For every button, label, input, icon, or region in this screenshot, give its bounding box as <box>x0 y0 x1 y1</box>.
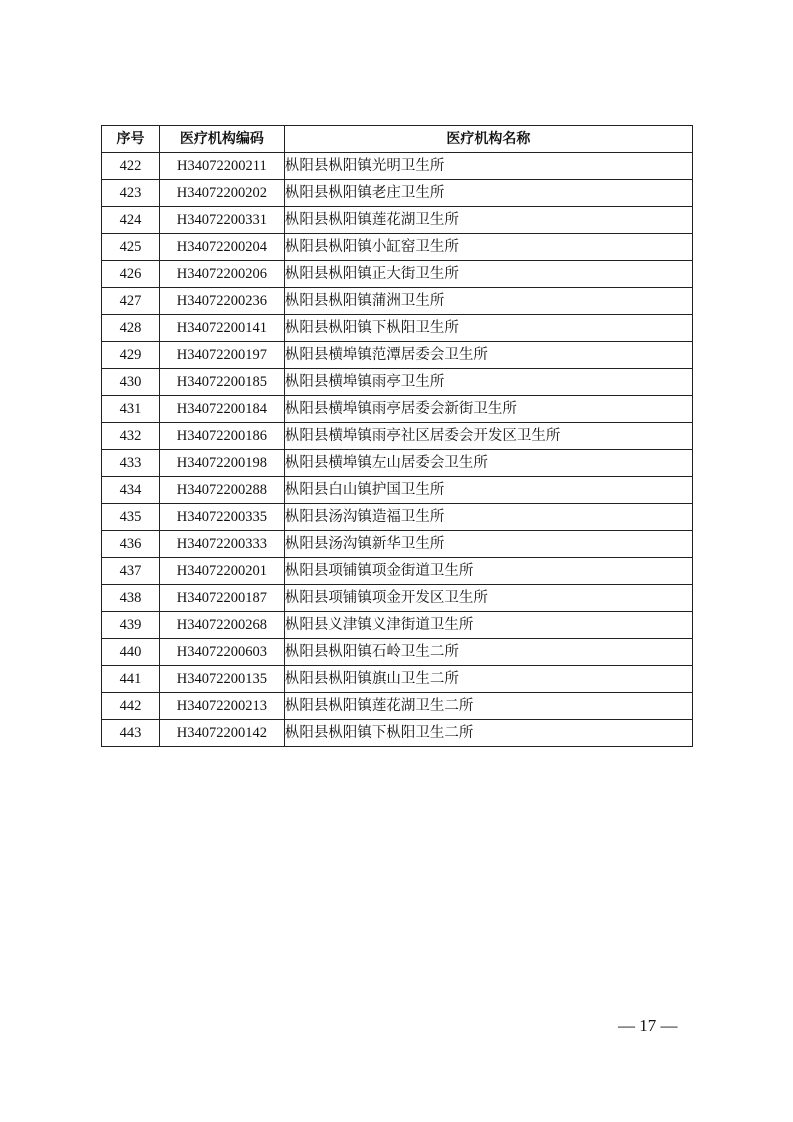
institution-code-cell: H34072200211 <box>159 153 284 180</box>
institution-name-cell: 枞阳县横埠镇左山居委会卫生所 <box>284 450 692 477</box>
institution-name-cell: 枞阳县枞阳镇下枞阳卫生所 <box>284 315 692 342</box>
serial-number-cell: 440 <box>102 639 160 666</box>
table-row <box>102 288 693 315</box>
institution-name-cell: 枞阳县枞阳镇老庄卫生所 <box>284 180 692 207</box>
serial-number-cell: 443 <box>102 720 160 747</box>
institution-name-cell: 枞阳县横埠镇雨亭卫生所 <box>284 369 692 396</box>
serial-number-cell: 428 <box>102 315 160 342</box>
serial-number-cell: 434 <box>102 477 160 504</box>
table-row <box>102 531 693 558</box>
serial-number-cell: 424 <box>102 207 160 234</box>
institution-code-cell: H34072200331 <box>159 207 284 234</box>
serial-number-cell: 430 <box>102 369 160 396</box>
table-row <box>102 720 693 747</box>
institution-code-cell: H34072200184 <box>159 396 284 423</box>
serial-number-cell: 427 <box>102 288 160 315</box>
institution-name-cell: 枞阳县汤沟镇新华卫生所 <box>284 531 692 558</box>
institution-name-cell: 枞阳县枞阳镇莲花湖卫生二所 <box>284 693 692 720</box>
serial-number-cell: 422 <box>102 153 160 180</box>
serial-number-cell: 431 <box>102 396 160 423</box>
serial-number-cell: 439 <box>102 612 160 639</box>
institution-name-cell: 枞阳县横埠镇雨亭居委会新街卫生所 <box>284 396 692 423</box>
institution-name-cell: 枞阳县枞阳镇下枞阳卫生二所 <box>284 720 692 747</box>
institution-name-cell: 枞阳县枞阳镇石岭卫生二所 <box>284 639 692 666</box>
institution-code-cell: H34072200202 <box>159 180 284 207</box>
institution-name-cell: 枞阳县横埠镇雨亭社区居委会开发区卫生所 <box>284 423 692 450</box>
institution-code-cell: H34072200186 <box>159 423 284 450</box>
table-row <box>102 639 693 666</box>
table-row <box>102 693 693 720</box>
table-row <box>102 450 693 477</box>
serial-number-cell: 441 <box>102 666 160 693</box>
institution-name-cell: 枞阳县汤沟镇造福卫生所 <box>284 504 692 531</box>
institution-name-cell: 枞阳县枞阳镇小缸窑卫生所 <box>284 234 692 261</box>
serial-number-cell: 438 <box>102 585 160 612</box>
institution-name-cell: 枞阳县义津镇义津街道卫生所 <box>284 612 692 639</box>
institution-code-cell: H34072200204 <box>159 234 284 261</box>
institution-code-cell: H34072200135 <box>159 666 284 693</box>
institution-name-cell: 枞阳县枞阳镇蒲洲卫生所 <box>284 288 692 315</box>
serial-number-cell: 423 <box>102 180 160 207</box>
institution-code-cell: H34072200187 <box>159 585 284 612</box>
table-row <box>102 396 693 423</box>
serial-number-cell: 436 <box>102 531 160 558</box>
table-row <box>102 369 693 396</box>
table-row <box>102 315 693 342</box>
institution-code-cell: H34072200335 <box>159 504 284 531</box>
table-row <box>102 180 693 207</box>
institution-name-cell: 枞阳县枞阳镇正大街卫生所 <box>284 261 692 288</box>
table-row <box>102 342 693 369</box>
table-row <box>102 423 693 450</box>
institution-name-cell: 枞阳县横埠镇范潭居委会卫生所 <box>284 342 692 369</box>
institution-code-cell: H34072200198 <box>159 450 284 477</box>
serial-number-cell: 435 <box>102 504 160 531</box>
institution-name-cell: 枞阳县项铺镇项金街道卫生所 <box>284 558 692 585</box>
serial-number-cell: 432 <box>102 423 160 450</box>
table-row <box>102 477 693 504</box>
serial-number-cell: 425 <box>102 234 160 261</box>
institution-code-cell: H34072200236 <box>159 288 284 315</box>
table-body <box>102 153 693 747</box>
table-row <box>102 504 693 531</box>
table-row <box>102 234 693 261</box>
institution-code-cell: H34072200142 <box>159 720 284 747</box>
institution-name-cell: 枞阳县枞阳镇旗山卫生二所 <box>284 666 692 693</box>
institution-code-cell: H34072200201 <box>159 558 284 585</box>
serial-number-cell: 426 <box>102 261 160 288</box>
institution-name-cell: 枞阳县白山镇护国卫生所 <box>284 477 692 504</box>
institution-name-cell: 枞阳县枞阳镇莲花湖卫生所 <box>284 207 692 234</box>
table-row <box>102 261 693 288</box>
header-institution-code: 医疗机构编码 <box>159 126 284 153</box>
institution-code-cell: H34072200206 <box>159 261 284 288</box>
institution-code-cell: H34072200288 <box>159 477 284 504</box>
institution-name-cell: 枞阳县枞阳镇光明卫生所 <box>284 153 692 180</box>
header-serial-number: 序号 <box>102 126 160 153</box>
institution-code-cell: H34072200213 <box>159 693 284 720</box>
table-header <box>102 126 693 153</box>
serial-number-cell: 442 <box>102 693 160 720</box>
table-row <box>102 207 693 234</box>
header-institution-name: 医疗机构名称 <box>284 126 692 153</box>
institution-code-cell: H34072200197 <box>159 342 284 369</box>
institution-code-cell: H34072200603 <box>159 639 284 666</box>
institution-code-cell: H34072200268 <box>159 612 284 639</box>
header-row <box>102 126 693 153</box>
medical-institution-table <box>101 125 693 747</box>
institution-name-cell: 枞阳县项铺镇项金开发区卫生所 <box>284 585 692 612</box>
table-row <box>102 666 693 693</box>
institution-code-cell: H34072200185 <box>159 369 284 396</box>
table-row <box>102 153 693 180</box>
page-number: — 17 — <box>618 1016 678 1035</box>
serial-number-cell: 433 <box>102 450 160 477</box>
serial-number-cell: 437 <box>102 558 160 585</box>
table-row <box>102 585 693 612</box>
serial-number-cell: 429 <box>102 342 160 369</box>
institution-code-cell: H34072200333 <box>159 531 284 558</box>
table-row <box>102 558 693 585</box>
table-row <box>102 612 693 639</box>
institution-code-cell: H34072200141 <box>159 315 284 342</box>
